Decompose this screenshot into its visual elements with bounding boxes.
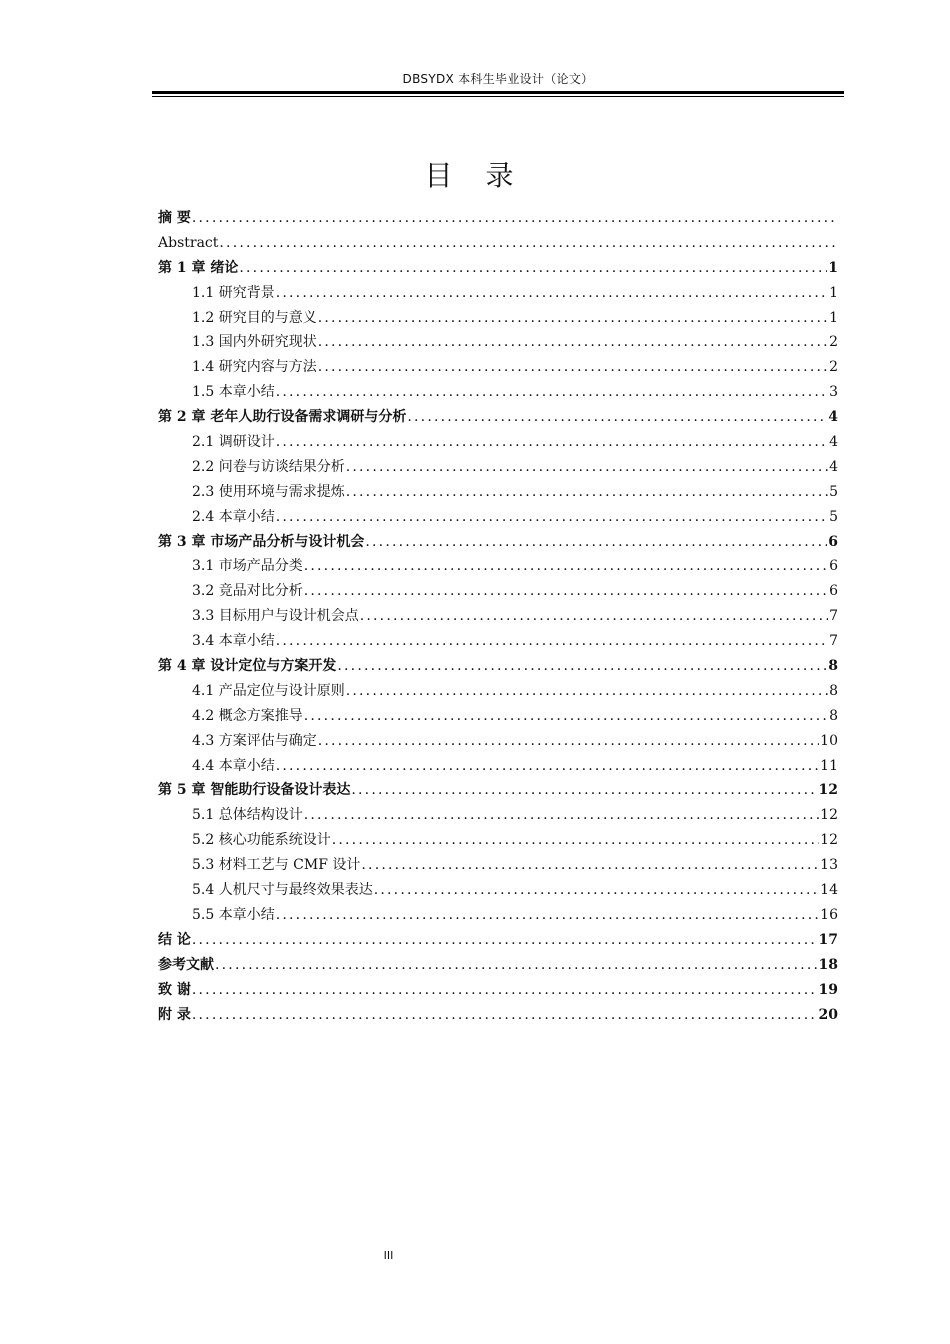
toc-entry-label: 4.2 概念方案推导 (192, 707, 303, 724)
toc-entry-label: 第 2 章 老年人助行设备需求调研与分析 (158, 409, 407, 426)
toc-entry-page: 1 (829, 309, 838, 326)
toc-entry-page: 6 (829, 583, 838, 600)
toc-section-entry[interactable] (158, 853, 838, 878)
toc-section-entry[interactable] (158, 679, 838, 704)
toc-entry-page: 16 (820, 906, 838, 923)
toc-section-entry[interactable] (158, 604, 838, 629)
toc-chapter-entry[interactable] (158, 778, 838, 803)
toc-entry-page: 4 (829, 458, 838, 475)
toc-entry-label: 结 论 (158, 931, 191, 948)
toc-section-entry[interactable] (158, 729, 838, 754)
toc-entry-page: 4 (829, 434, 838, 451)
toc-leader-dots (276, 505, 828, 530)
toc-entry-label: 第 1 章 绪论 (158, 259, 239, 276)
toc-section-entry[interactable] (158, 430, 838, 455)
toc-chapter-entry[interactable] (158, 206, 838, 231)
toc-entry-label: 4.1 产品定位与设计原则 (192, 682, 345, 699)
toc-entry-label: 1.2 研究目的与意义 (192, 309, 317, 326)
toc-entry-page: 13 (820, 857, 838, 874)
toc-leader-dots (351, 778, 817, 803)
toc-section-entry[interactable] (158, 629, 838, 654)
toc-section-entry[interactable] (158, 878, 838, 903)
toc-entry-page: 1 (828, 259, 838, 276)
toc-leader-dots (239, 256, 827, 281)
running-header: DBSYDX 本科生毕业设计（论文） (402, 72, 594, 86)
toc-section-entry[interactable] (158, 704, 838, 729)
toc-entry-page: 2 (829, 359, 838, 376)
toc-leader-dots (318, 355, 828, 380)
toc-section-entry[interactable] (158, 281, 838, 306)
toc-entry-label: 1.4 研究内容与方法 (192, 359, 317, 376)
toc-leader-dots (219, 231, 837, 256)
toc-leader-dots (360, 604, 828, 629)
toc-entry-page: 18 (818, 956, 838, 973)
toc-entry-label: 第 5 章 智能助行设备设计表达 (158, 782, 351, 799)
toc-entry-label: 第 4 章 设计定位与方案开发 (158, 658, 337, 675)
toc-leader-dots (361, 853, 819, 878)
toc-entry-label: 2.4 本章小结 (192, 508, 275, 525)
toc-entry-label: 3.4 本章小结 (192, 633, 275, 650)
toc-entry-label: 4.3 方案评估与确定 (192, 732, 317, 749)
toc-entry-label: 5.1 总体结构设计 (192, 807, 303, 824)
toc-section-entry[interactable] (158, 828, 838, 853)
toc-section-entry[interactable] (158, 754, 838, 779)
toc-entry-page: 17 (818, 931, 838, 948)
toc-entry-page: 12 (820, 832, 838, 849)
toc-chapter-entry[interactable] (158, 405, 838, 430)
toc-section-entry[interactable] (158, 380, 838, 405)
toc-section-entry[interactable] (158, 579, 838, 604)
header-rule-thick (152, 91, 844, 94)
toc-leader-dots (276, 430, 828, 455)
toc-leader-dots (192, 978, 818, 1003)
toc-leader-dots (304, 704, 828, 729)
toc-leader-dots (318, 306, 828, 331)
toc-leader-dots (215, 953, 818, 978)
toc-entry-page: 3 (829, 384, 838, 401)
toc-entry-page: 5 (829, 483, 838, 500)
toc-entry-label: 5.5 本章小结 (192, 906, 275, 923)
toc-entry-page: 8 (828, 658, 838, 675)
header-rule-thin (152, 96, 844, 97)
toc-chapter-entry[interactable] (158, 256, 838, 281)
toc-entry-label: 3.1 市场产品分类 (192, 558, 303, 575)
toc-entry-label: 1.3 国内外研究现状 (192, 334, 317, 351)
toc-entry-label: Abstract (158, 234, 219, 251)
toc-leader-dots (276, 754, 819, 779)
toc-entry-page: 1 (829, 284, 838, 301)
toc-section-entry[interactable] (158, 554, 838, 579)
toc-leader-dots (374, 878, 819, 903)
toc-entry-page: 20 (818, 1006, 838, 1023)
toc-leader-dots (332, 828, 819, 853)
toc-leader-dots (192, 206, 837, 231)
toc-leader-dots (304, 803, 819, 828)
toc-chapter-entry[interactable] (158, 928, 838, 953)
toc-entry-page: 11 (820, 757, 838, 774)
toc-leader-dots (192, 928, 818, 953)
toc-entry-label: 3.2 竞品对比分析 (192, 583, 303, 600)
toc-entry-label: 3.3 目标用户与设计机会点 (192, 608, 359, 625)
toc-entry-label: 参考文献 (158, 956, 214, 973)
toc-section-entry[interactable] (158, 455, 838, 480)
toc-section-entry[interactable] (158, 803, 838, 828)
toc-section-entry[interactable] (158, 355, 838, 380)
toc-leader-dots (276, 903, 819, 928)
toc-entry-page: 8 (829, 682, 838, 699)
toc-title: 目 录 (424, 159, 526, 192)
toc-entry-page: 12 (818, 782, 838, 799)
toc-section-entry[interactable] (158, 306, 838, 331)
toc-chapter-entry[interactable] (158, 978, 838, 1003)
toc-entry-page: 7 (829, 633, 838, 650)
toc-leader-dots (318, 729, 819, 754)
toc-section-entry[interactable] (158, 330, 838, 355)
toc-entry-label: 5.3 材料工艺与 CMF 设计 (192, 857, 361, 874)
toc-entry-page: 7 (829, 608, 838, 625)
toc-entry-page: 5 (829, 508, 838, 525)
toc-entry-page: 14 (820, 882, 838, 899)
toc-leader-dots (276, 380, 828, 405)
table-of-contents (158, 206, 838, 1027)
toc-leader-dots (276, 281, 828, 306)
toc-leader-dots (346, 455, 828, 480)
toc-entry-label: 1.1 研究背景 (192, 284, 275, 301)
toc-leader-dots (304, 554, 828, 579)
toc-leader-dots (276, 629, 828, 654)
toc-chapter-entry[interactable] (158, 654, 838, 679)
toc-leader-dots (346, 679, 828, 704)
toc-section-entry[interactable] (158, 480, 838, 505)
toc-entry-label: 1.5 本章小结 (192, 384, 275, 401)
toc-entry-label: 4.4 本章小结 (192, 757, 275, 774)
toc-entry-page: 2 (829, 334, 838, 351)
toc-leader-dots (304, 579, 828, 604)
toc-section-entry[interactable] (158, 903, 838, 928)
toc-chapter-entry[interactable] (158, 1003, 838, 1028)
toc-leader-dots (365, 530, 827, 555)
toc-chapter-entry[interactable] (158, 530, 838, 555)
toc-leader-dots (192, 1003, 818, 1028)
toc-entry-page: 4 (828, 409, 838, 426)
toc-entry-label: 第 3 章 市场产品分析与设计机会 (158, 533, 365, 550)
toc-leader-dots (318, 330, 828, 355)
toc-entry-page: 8 (829, 707, 838, 724)
toc-entry-label: 2.1 调研设计 (192, 434, 275, 451)
toc-chapter-entry[interactable] (158, 231, 838, 256)
toc-chapter-entry[interactable] (158, 953, 838, 978)
toc-entry-label: 致 谢 (158, 981, 191, 998)
toc-entry-label: 5.4 人机尺寸与最终效果表达 (192, 882, 373, 899)
toc-entry-label: 附 录 (158, 1006, 191, 1023)
page-number: III (383, 1249, 394, 1262)
toc-entry-page: 6 (829, 558, 838, 575)
toc-entry-page: 10 (820, 732, 838, 749)
toc-entry-page: 19 (818, 981, 838, 998)
toc-leader-dots (346, 480, 828, 505)
toc-entry-label: 2.2 问卷与访谈结果分析 (192, 458, 345, 475)
toc-entry-page: 12 (820, 807, 838, 824)
toc-entry-label: 2.3 使用环境与需求提炼 (192, 483, 345, 500)
toc-entry-label: 摘 要 (158, 210, 191, 226)
toc-leader-dots (337, 654, 827, 679)
toc-section-entry[interactable] (158, 505, 838, 530)
toc-entry-page: 6 (828, 533, 838, 550)
toc-leader-dots (407, 405, 827, 430)
toc-entry-label: 5.2 核心功能系统设计 (192, 832, 331, 849)
